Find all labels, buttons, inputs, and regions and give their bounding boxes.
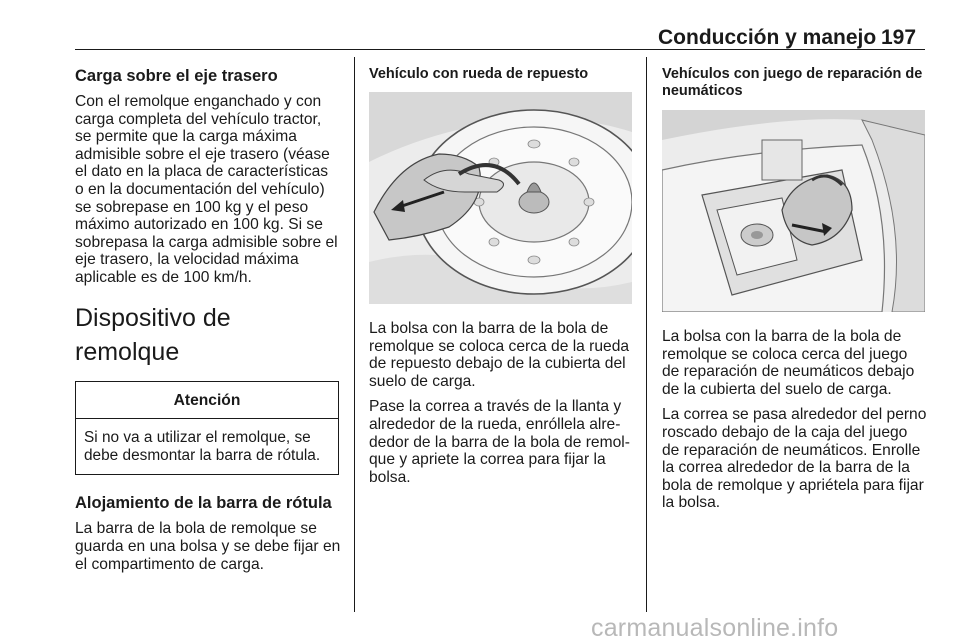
column-divider-right — [646, 57, 647, 612]
heading-rear-axle-load: Carga sobre el eje trasero — [75, 67, 278, 85]
caution-title: Atención — [76, 382, 338, 420]
tyre-repair-kit-illustration — [662, 110, 925, 312]
heading-tyre-repair-kit: Vehículos con juego de reparación de neumáticos — [662, 66, 923, 99]
heading-spare-wheel: Vehículo con rueda de repuesto — [369, 66, 589, 82]
paragraph-ball-bar-storage: La barra de la bola de remolque se guarda en una bolsa y se debe fijar en el compartimento de carga. — [75, 520, 341, 573]
heading-towing-device: Dispositivo de remolque — [75, 303, 231, 366]
column-divider-left — [354, 57, 355, 612]
column-1 — [75, 66, 341, 581]
page-number: 197 — [881, 26, 917, 49]
column-2 — [369, 66, 635, 494]
header-rule — [75, 49, 925, 50]
paragraph-tyre-kit-2: La correa se pasa alrededor del perno roscado debajo de la caja del juego de reparación de neumáticos. Enrolle la correa alrededor de la barra de la bola de remolque y apriétela para fijar la bolsa. — [662, 406, 927, 512]
caution-body: Si no va a utilizar el remolque, se debe desmontar la barra de rótula. — [84, 429, 321, 464]
heading-ball-bar-storage: Alojamiento de la barra de rótula — [75, 494, 332, 513]
caution-box — [75, 381, 339, 476]
spare-wheel-illustration — [369, 92, 632, 304]
column-3 — [662, 66, 928, 520]
paragraph-spare-wheel-2: Pase la correa a través de la llanta y alrededor de la rueda, enróllela alre‑ dedor de la barra de la bola de remol‑ que y apriete la correa para fijar la bolsa. — [369, 398, 630, 486]
paragraph-rear-axle-load: Con el remolque enganchado y con carga completa del vehículo tractor, se permite que la carga máxima admisible sobre el eje trasero (véase el dato en la placa de características o en la documentación del vehículo) se sobrepase en 100 kg y el peso máximo autorizado en 100 kg. Si se sobrepasa la carga admisible sobre el eje trasero, la velocidad máxima aplicable es de 100 km/h. — [75, 93, 338, 286]
watermark: carmanualsonline.info — [591, 614, 839, 642]
paragraph-tyre-kit-1: La bolsa con la barra de la bola de remolque se coloca cerca del juego de reparación de neumáticos debajo de la cubierta del suelo de carga. — [662, 328, 915, 398]
section-title: Conducción y manejo — [658, 26, 877, 49]
paragraph-spare-wheel-1: La bolsa con la barra de la bola de remolque se coloca cerca de la rueda de repuesto debajo de la cubierta del suelo de carga. — [369, 320, 630, 390]
